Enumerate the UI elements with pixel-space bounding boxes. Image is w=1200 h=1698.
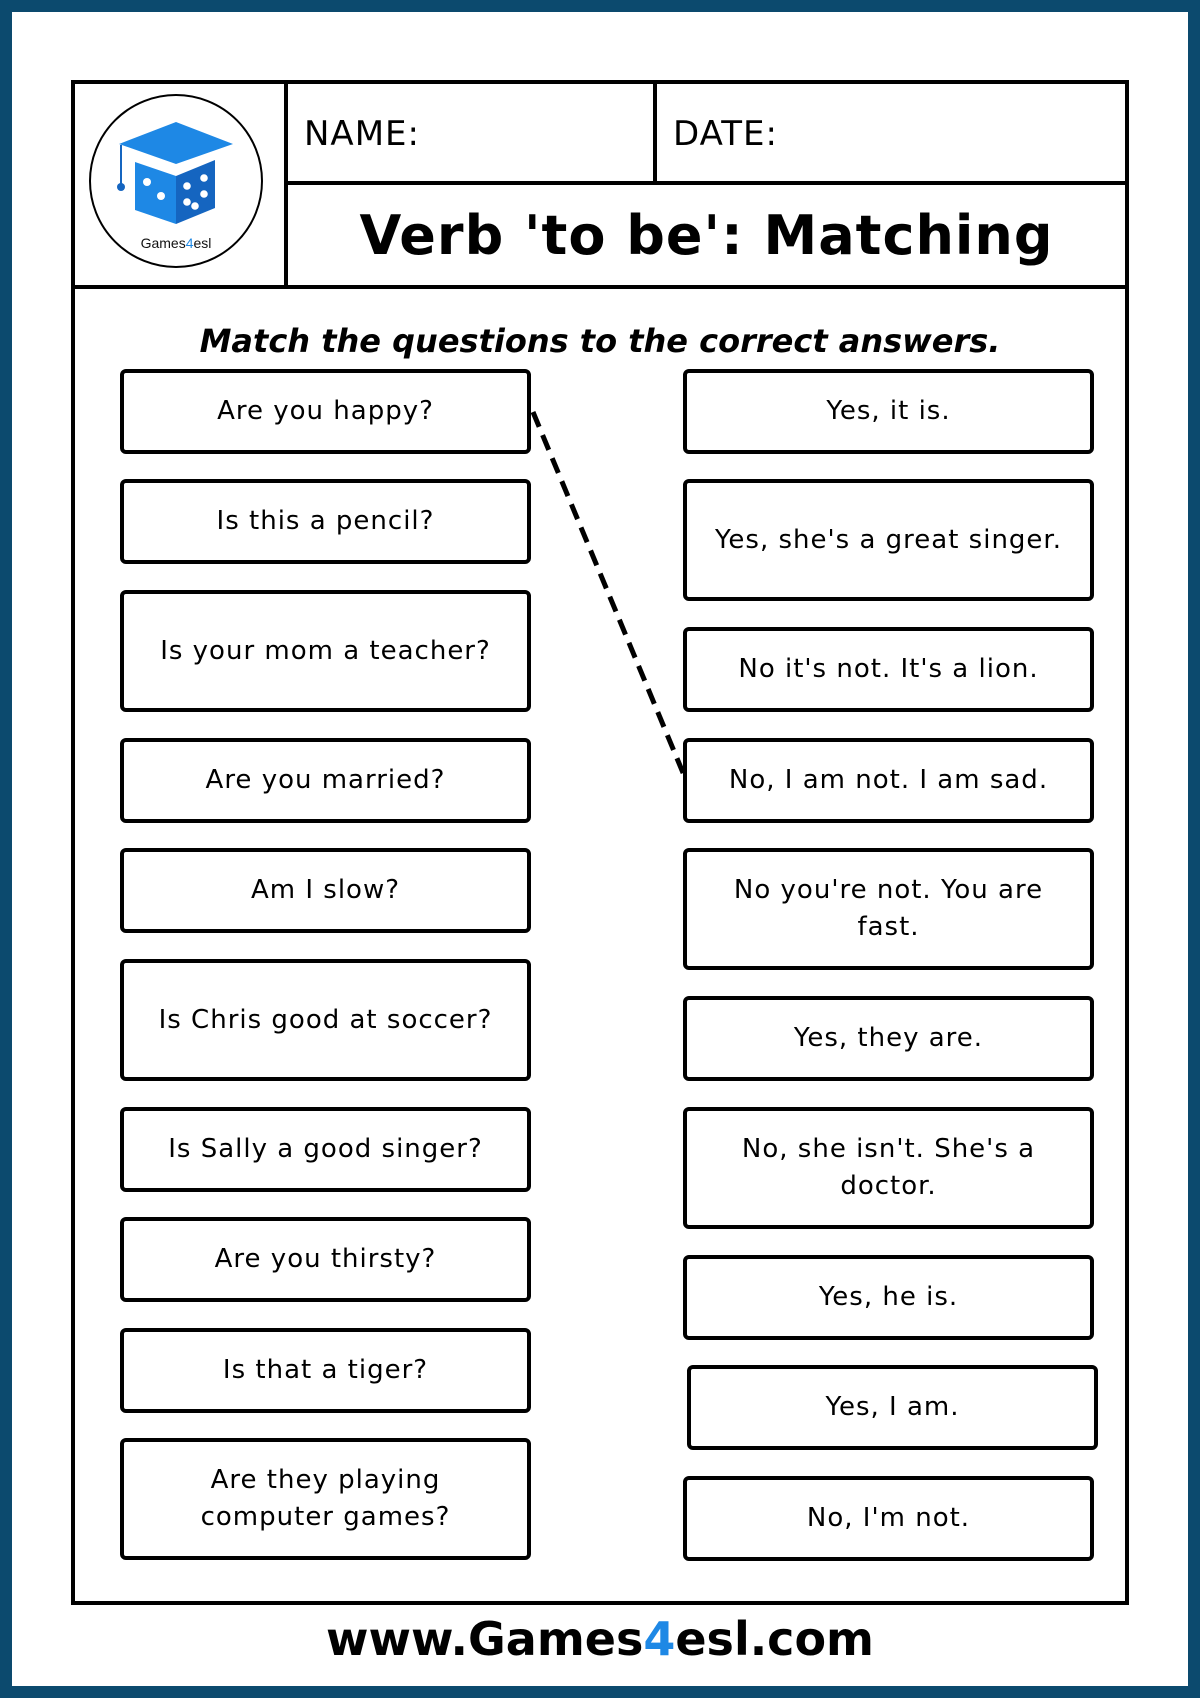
answer-box-9[interactable]: Yes, I am. <box>687 1365 1098 1450</box>
question-box-2[interactable]: Is this a pencil? <box>120 479 531 564</box>
date-label: DATE: <box>673 114 778 154</box>
answer-box-1[interactable]: Yes, it is. <box>683 369 1094 454</box>
footer-url[interactable]: www.Games4esl.com <box>326 1612 874 1666</box>
instructions: Match the questions to the correct answers. <box>199 322 1001 360</box>
question-box-8[interactable]: Are you thirsty? <box>120 1217 531 1302</box>
question-box-5[interactable]: Am I slow? <box>120 848 531 933</box>
answer-box-8[interactable]: Yes, he is. <box>683 1255 1094 1340</box>
answer-box-2[interactable]: Yes, she's a great singer. <box>683 479 1094 601</box>
question-box-3[interactable]: Is your mom a teacher? <box>120 590 531 712</box>
logo-text: Games4esl <box>140 235 212 251</box>
answer-box-6[interactable]: Yes, they are. <box>683 996 1094 1081</box>
page-title: Verb 'to be': Matching <box>359 203 1054 267</box>
answer-box-10[interactable]: No, I'm not. <box>683 1476 1094 1561</box>
question-box-10[interactable]: Are they playing computer games? <box>120 1438 531 1560</box>
question-box-9[interactable]: Is that a tiger? <box>120 1328 531 1413</box>
answer-box-3[interactable]: No it's not. It's a lion. <box>683 627 1094 712</box>
question-box-1[interactable]: Are you happy? <box>120 369 531 454</box>
question-box-6[interactable]: Is Chris good at soccer? <box>120 959 531 1081</box>
question-box-7[interactable]: Is Sally a good singer? <box>120 1107 531 1192</box>
example-match-line <box>12 12 1188 1686</box>
answer-box-5[interactable]: No you're not. You are fast. <box>683 848 1094 970</box>
worksheet-page <box>12 12 1188 1686</box>
name-label: NAME: <box>304 114 420 154</box>
answer-box-4[interactable]: No, I am not. I am sad. <box>683 738 1094 823</box>
question-box-4[interactable]: Are you married? <box>120 738 531 823</box>
answer-box-7[interactable]: No, she isn't. She's a doctor. <box>683 1107 1094 1229</box>
